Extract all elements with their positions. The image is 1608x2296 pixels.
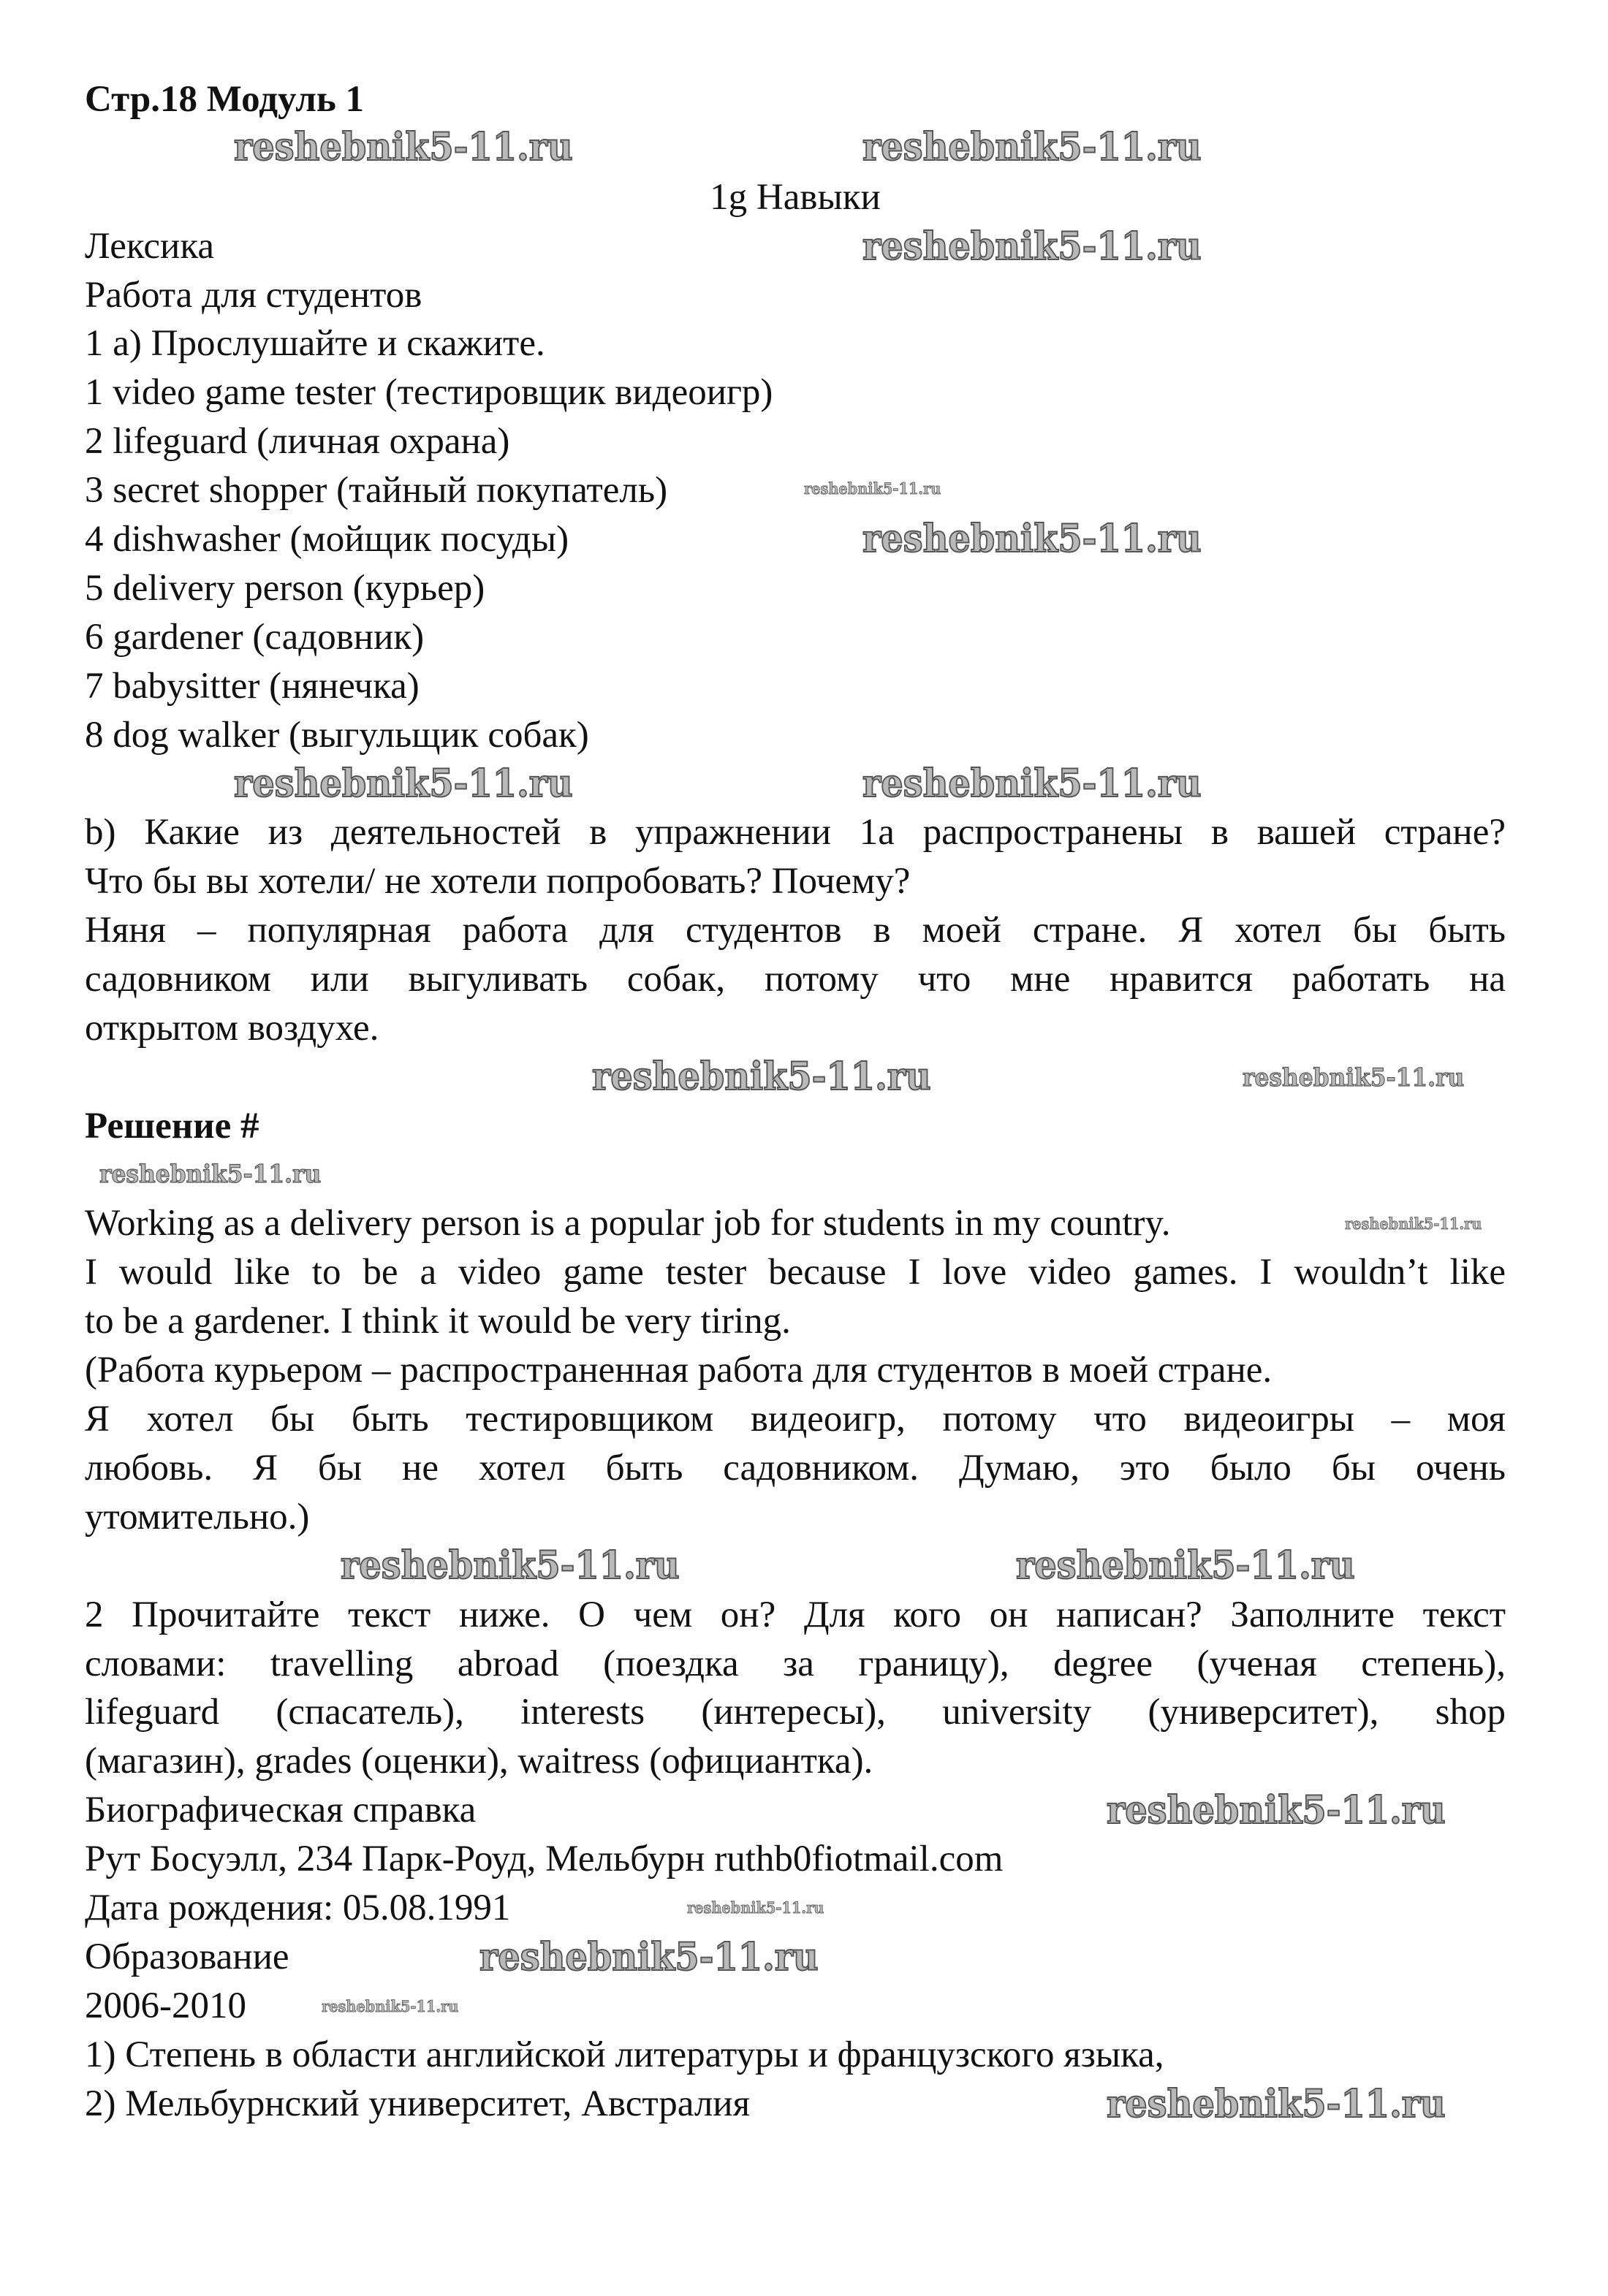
watermark: reshebnik5-11.ru (1345, 1214, 1482, 1233)
watermark: reshebnik5-11.ru (862, 224, 1202, 269)
task2-line: словами: travelling abroad (поездка за границу), degree (ученая степень), (85, 1643, 1506, 1684)
vocab-item: 1 video game tester (тестировщик видеоигр) (85, 372, 773, 414)
vocab-item: 4 dishwasher (мойщик посуды) (85, 519, 569, 560)
watermark: reshebnik5-11.ru (322, 1997, 459, 2015)
solution-line: I would like to be a video game tester because I love video games. I wouldn’t like (85, 1252, 1506, 1293)
watermark: reshebnik5-11.ru (592, 1054, 931, 1099)
solution-heading: Решение # (85, 1105, 259, 1147)
answer-b-line: садовником или выгуливать собак, потому что мне нравится работать на (85, 959, 1506, 1000)
solution-line: утомительно.) (85, 1496, 310, 1537)
page-title: Стр.18 Модуль 1 (85, 79, 365, 120)
solution-line: to be a gardener. I think it would be very tiring. (85, 1301, 791, 1342)
cv-years: 2006-2010 (85, 1985, 246, 2026)
solution-line: Working as a delivery person is a popular job for students in my country. (85, 1203, 1171, 1244)
cv-contact: Рут Босуэлл, 234 Парк-Роуд, Мельбурн ruthb0fiotmail.com (85, 1839, 1004, 1880)
vocab-subheading: Работа для студентов (85, 274, 422, 316)
answer-b-line: Няня – популярная работа для студентов в моей стране. Я хотел бы быть (85, 910, 1506, 951)
watermark: reshebnik5-11.ru (1016, 1543, 1355, 1588)
cv-degree: 1) Степень в области английской литературы и французского языка, (85, 2034, 1164, 2075)
answer-b-line: открытом воздухе. (85, 1007, 379, 1049)
watermark: reshebnik5-11.ru (341, 1543, 680, 1588)
solution-line: (Работа курьером – распространенная работа для студентов в моей стране. (85, 1350, 1273, 1391)
cv-birthdate: Дата рождения: 05.08.1991 (85, 1887, 511, 1928)
solution-line: Я хотел бы быть тестировщиком видеоигр, потому что видеоигры – моя (85, 1399, 1506, 1440)
task2-line: 2 Прочитайте текст ниже. О чем он? Для кого он написан? Заполните текст (85, 1594, 1506, 1635)
watermark: reshebnik5-11.ru (687, 1898, 824, 1917)
watermark: reshebnik5-11.ru (862, 761, 1202, 806)
task-b-line: Что бы вы хотели/ не хотели попробовать? Почему? (85, 861, 911, 902)
watermark: reshebnik5-11.ru (234, 125, 573, 170)
watermark: reshebnik5-11.ru (1107, 2082, 1446, 2126)
vocab-item: 8 dog walker (выгульщик собак) (85, 714, 589, 756)
watermark: reshebnik5-11.ru (99, 1160, 322, 1189)
vocab-item: 3 secret shopper (тайный покупатель) (85, 470, 668, 512)
vocab-item: 5 delivery person (курьер) (85, 567, 485, 609)
task2-line: (магазин), grades (оценки), waitress (официантка). (85, 1741, 873, 1782)
watermark: reshebnik5-11.ru (1243, 1063, 1465, 1092)
vocab-item: 2 lifeguard (личная охрана) (85, 421, 510, 463)
section-title: 1g Навыки (710, 176, 881, 218)
watermark: reshebnik5-11.ru (804, 479, 941, 498)
task2-line: lifeguard (спасатель), interests (интересы), university (университет), shop (85, 1692, 1506, 1733)
watermark: reshebnik5-11.ru (234, 761, 573, 806)
cv-education-heading: Образование (85, 1936, 289, 1977)
cv-university: 2) Мельбурнский университет, Австралия (85, 2083, 751, 2124)
solution-line: любовь. Я бы не хотел быть садовником. Думаю, это было бы очень (85, 1447, 1506, 1489)
task-1a: 1 a) Прослушайте и скажите. (85, 323, 545, 365)
cv-title: Биографическая справка (85, 1790, 477, 1831)
watermark: reshebnik5-11.ru (862, 125, 1202, 170)
watermark: reshebnik5-11.ru (862, 517, 1202, 561)
watermark: reshebnik5-11.ru (1107, 1788, 1446, 1833)
task-b-line: b) Какие из деятельностей в упражнении 1a распространены в вашей стране? (85, 812, 1506, 854)
vocab-item: 7 babysitter (нянечка) (85, 665, 420, 707)
watermark: reshebnik5-11.ru (479, 1935, 819, 1980)
vocab-heading: Лексика (85, 225, 214, 267)
vocab-item: 6 gardener (садовник) (85, 616, 425, 658)
